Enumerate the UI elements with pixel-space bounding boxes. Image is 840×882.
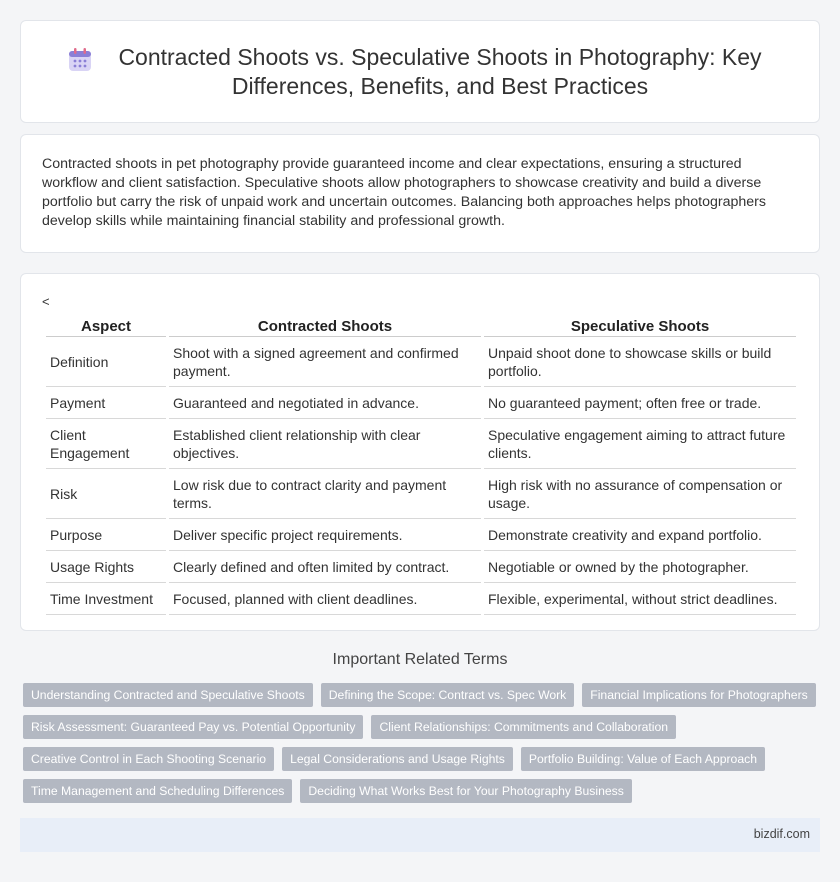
cell-aspect: Client Engagement [46, 421, 166, 469]
cell-aspect: Usage Rights [46, 553, 166, 583]
cell-speculative: High risk with no assurance of compensation or usage. [484, 471, 796, 519]
cell-speculative: Speculative engagement aiming to attract future clients. [484, 421, 796, 469]
table-row [46, 521, 796, 551]
table-header-row [46, 316, 796, 337]
header-speculative: Speculative Shoots [484, 316, 796, 337]
cell-speculative: No guaranteed payment; often free or trade. [484, 389, 796, 419]
cell-speculative: Flexible, experimental, without strict deadlines. [484, 585, 796, 615]
related-term-link[interactable]: Time Management and Scheduling Differences [23, 779, 292, 803]
related-term-link[interactable]: Defining the Scope: Contract vs. Spec Work [321, 683, 575, 707]
related-term-link[interactable]: Client Relationships: Commitments and Collaboration [371, 715, 676, 739]
cell-contracted: Deliver specific project requirements. [169, 521, 481, 551]
cell-speculative: Demonstrate creativity and expand portfolio. [484, 521, 796, 551]
related-term-link[interactable]: Financial Implications for Photographers [582, 683, 815, 707]
cell-speculative: Negotiable or owned by the photographer. [484, 553, 796, 583]
cell-contracted: Focused, planned with client deadlines. [169, 585, 481, 615]
related-term-link[interactable]: Risk Assessment: Guaranteed Pay vs. Potential Opportunity [23, 715, 363, 739]
header-aspect: Aspect [46, 316, 166, 337]
cell-contracted: Low risk due to contract clarity and payment terms. [169, 471, 481, 519]
related-terms-title: Important Related Terms [332, 651, 508, 668]
table-row [46, 421, 796, 469]
table-row [46, 389, 796, 419]
comparison-card [20, 273, 820, 631]
comparison-table [43, 314, 799, 617]
table-row [46, 585, 796, 615]
related-term-link[interactable]: Portfolio Building: Value of Each Approach [521, 747, 765, 771]
stray-character: < [42, 294, 50, 309]
table-row [46, 471, 796, 519]
cell-aspect: Time Investment [46, 585, 166, 615]
header-contracted: Contracted Shoots [169, 316, 481, 337]
cell-aspect: Payment [46, 389, 166, 419]
page-title: Contracted Shoots vs. Speculative Shoots in Photography: Key Differences, Benefits, and Best Practices [118, 44, 762, 99]
cell-contracted: Established client relationship with clear objectives. [169, 421, 481, 469]
intro-paragraph: Contracted shoots in pet photography provide guaranteed income and clear expectations, ensuring a structured workflow and client satisfaction. Speculative shoots allow photographers to showcase creativity and build a diverse portfolio but carry the risk of unpaid work and uncertain outcomes. Balancing both approaches helps photographers develop skills while maintaining financial stability and professional growth. [42, 156, 766, 229]
cell-contracted: Clearly defined and often limited by contract. [169, 553, 481, 583]
table-row [46, 339, 796, 387]
cell-aspect: Definition [46, 339, 166, 387]
cell-aspect: Purpose [46, 521, 166, 551]
cell-contracted: Shoot with a signed agreement and confirmed payment. [169, 339, 481, 387]
intro-card [20, 134, 820, 253]
footer-site-name: bizdif.com [753, 827, 810, 841]
related-term-link[interactable]: Creative Control in Each Shooting Scenario [23, 747, 274, 771]
cell-contracted: Guaranteed and negotiated in advance. [169, 389, 481, 419]
related-terms-list [23, 683, 823, 803]
footer [20, 818, 820, 852]
cell-speculative: Unpaid shoot done to showcase skills or build portfolio. [484, 339, 796, 387]
title-card [20, 20, 820, 123]
cell-aspect: Risk [46, 471, 166, 519]
table-row [46, 553, 796, 583]
related-term-link[interactable]: Legal Considerations and Usage Rights [282, 747, 513, 771]
related-term-link[interactable]: Deciding What Works Best for Your Photography Business [300, 779, 631, 803]
related-term-link[interactable]: Understanding Contracted and Speculative Shoots [23, 683, 313, 707]
